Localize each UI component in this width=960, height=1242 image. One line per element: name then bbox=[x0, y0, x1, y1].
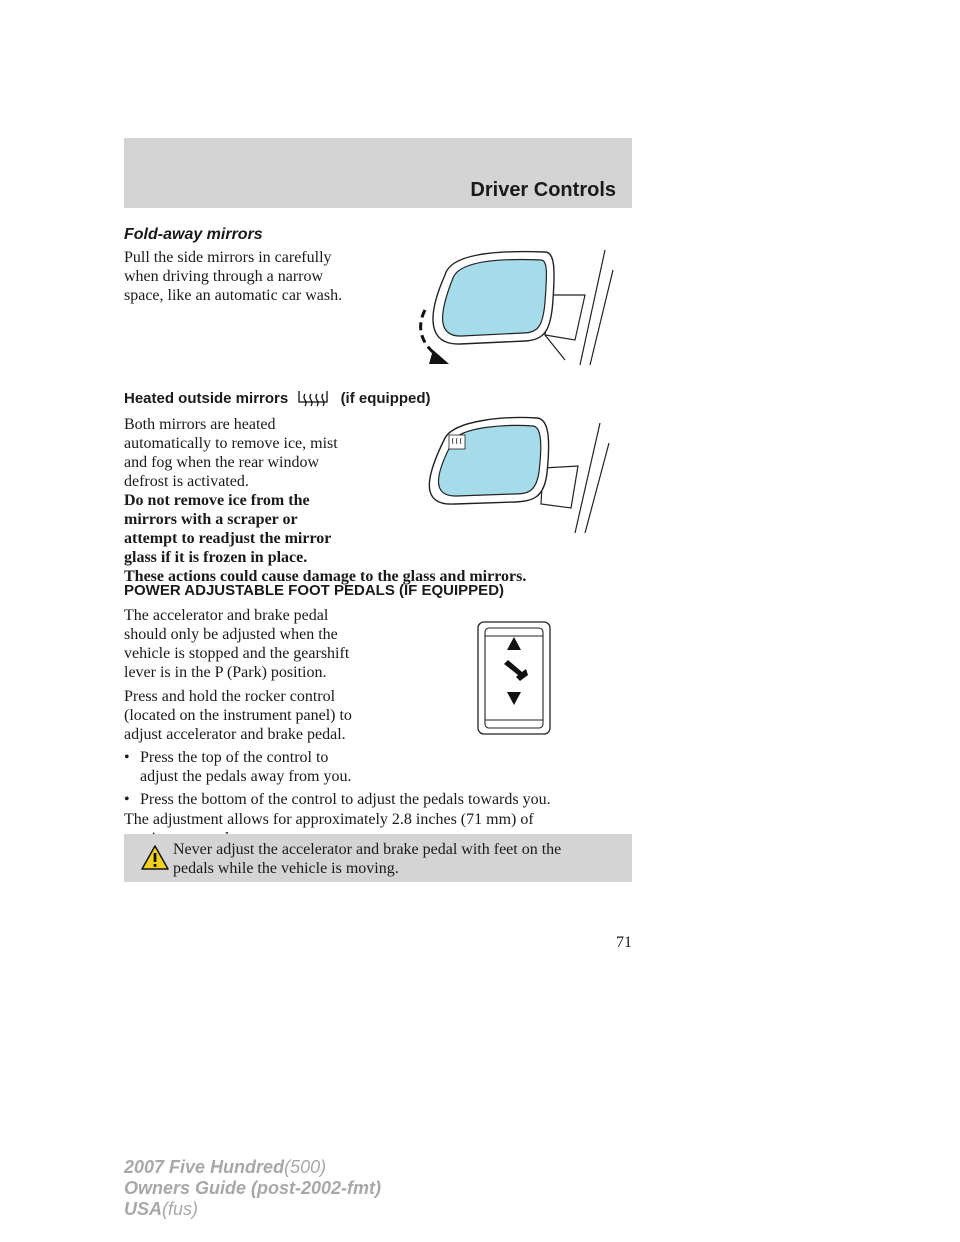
text-line: space, like an automatic car wash. bbox=[124, 287, 343, 304]
heated-text bbox=[124, 415, 424, 491]
text-line: Press the top of the control to bbox=[140, 749, 329, 766]
text-line: (located on the instrument panel) to bbox=[124, 707, 352, 724]
text-line: when driving through a narrow bbox=[124, 268, 324, 285]
footer-model: 2007 Five Hundred bbox=[124, 1157, 285, 1177]
pedals-bullets bbox=[124, 748, 624, 809]
footer-market-code: (fus) bbox=[162, 1199, 199, 1219]
text-line: adjust the pedals away from you. bbox=[140, 768, 352, 785]
heated-heading bbox=[124, 389, 431, 409]
header-band bbox=[124, 138, 632, 208]
text-line: Do not remove ice from the bbox=[124, 492, 310, 509]
footer-line-3 bbox=[124, 1199, 198, 1220]
footer-market: USA bbox=[124, 1199, 163, 1219]
warning-text bbox=[173, 840, 628, 878]
text-line: mirrors with a scraper or bbox=[124, 511, 298, 528]
pedals-heading: POWER ADJUSTABLE FOOT PEDALS (IF EQUIPPED) bbox=[124, 582, 505, 599]
text-line: The adjustment allows for approximately 2.8 inches (71 mm) of bbox=[124, 811, 534, 828]
pedal-rocker-switch-illustration bbox=[476, 620, 552, 736]
text-line: Pull the side mirrors in carefully bbox=[124, 249, 332, 266]
bullet-item: • Press the bottom of the control to adjust the pedals towards you. bbox=[124, 791, 551, 808]
text-line: These actions could cause damage to the glass and mirrors. bbox=[124, 568, 527, 585]
text-line: adjust accelerator and brake pedal. bbox=[124, 726, 346, 743]
text-line: The accelerator and brake pedal bbox=[124, 607, 329, 624]
fold-mirror-illustration bbox=[405, 240, 620, 370]
text-line: pedals while the vehicle is moving. bbox=[173, 860, 399, 877]
page-number: 71 bbox=[616, 934, 632, 951]
text-line: glass if it is frozen in place. bbox=[124, 549, 308, 566]
heated-heading-text: Heated outside mirrors bbox=[124, 390, 289, 407]
footer-model-code: (500) bbox=[284, 1157, 327, 1177]
text-line: should only be adjusted when the bbox=[124, 626, 338, 643]
heated-mirror-illustration bbox=[415, 408, 615, 538]
heated-heading-suffix: (if equipped) bbox=[340, 390, 431, 407]
text-line: defrost is activated. bbox=[124, 473, 249, 490]
text-line: Press the bottom of the control to adjust the pedals towards you. bbox=[140, 791, 551, 808]
footer-line-2: Owners Guide (post-2002-fmt) bbox=[124, 1178, 382, 1198]
text-line: Never adjust the accelerator and brake pedal with feet on the bbox=[173, 841, 562, 858]
text-line: automatically to remove ice, mist bbox=[124, 435, 338, 452]
warning-icon bbox=[140, 844, 170, 871]
text-line: lever is in the P (Park) position. bbox=[124, 664, 327, 681]
text-line: attempt to readjust the mirror bbox=[124, 530, 332, 547]
section-title: Driver Controls bbox=[470, 179, 616, 201]
text-line: and fog when the rear window bbox=[124, 454, 320, 471]
text-line: vehicle is stopped and the gearshift bbox=[124, 645, 350, 662]
defrost-icon bbox=[296, 389, 330, 409]
text-line: Both mirrors are heated bbox=[124, 416, 276, 433]
fold-away-text bbox=[124, 248, 424, 305]
pedals-p1 bbox=[124, 606, 444, 682]
warning-box bbox=[124, 834, 632, 882]
pedals-p2 bbox=[124, 687, 444, 744]
bullet-item: • Press the top of the control to adjust the pedals away from you. bbox=[124, 749, 352, 785]
footer-line-1 bbox=[124, 1157, 326, 1178]
fold-away-heading: Fold-away mirrors bbox=[124, 226, 263, 243]
text-line: Press and hold the rocker control bbox=[124, 688, 336, 705]
